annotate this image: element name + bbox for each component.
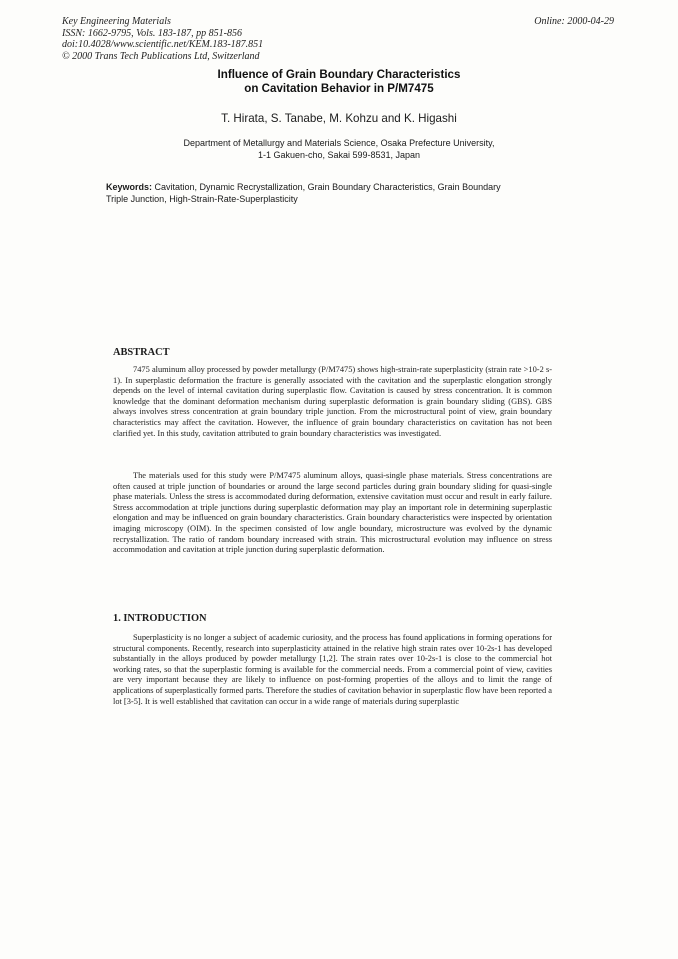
abstract-paragraph-2: The materials used for this study were P/M7475 aluminum alloys, quasi-single phase materials. Stress concentrations are often caused at triple junction of boundaries or around the large second particles during grain boundary sliding for quasi-single phase materials. Unless the stress is accommodated during deformation, extensive cavitation must occur and result in early failure. Stress accommodation at triple junctions during superplastic deformation may play an important role in determining superplastic elongation and may be influenced on grain boundary characteristics. Grain boundary characteristics were inspected by orientation imaging microscopy (OIM). In the specimen consisted of low angle boundary, microstructure was evolved by the dynamic recrystallization. The ratio of random boundary increased with strain. This microstructural evolution may influence on stress accommodation and cavitation at triple junction during superplastic deformation. — [113, 471, 552, 555]
paper-title — [0, 68, 678, 96]
abstract-heading: ABSTRACT — [113, 347, 170, 358]
copyright-line: © 2000 Trans Tech Publications Ltd, Switzerland — [62, 50, 260, 62]
journal-name: Key Engineering Materials — [62, 16, 171, 27]
keywords-text: Cavitation, Dynamic Recrystallization, Grain Boundary Characteristics, Grain Boundary Triple Junction, High-Strain-Rate-Superplasticity — [106, 182, 501, 204]
affiliation-line-2: 1-1 Gakuen-cho, Sakai 599-8531, Japan — [257, 149, 421, 160]
authors: T. Hirata, S. Tanabe, M. Kohzu and K. Higashi — [221, 112, 457, 125]
doi-line: doi:10.4028/www.scientific.net/KEM.183-187.851 — [62, 39, 264, 50]
introduction-heading: 1. INTRODUCTION — [113, 613, 207, 624]
introduction-paragraph-1: Superplasticity is no longer a subject of academic curiosity, and the process has found applications in forming operations for structural components. Recently, research into superplasticity attained in the relative high strain rates over 10-2s-1 has developed substantially in the alloys produced by powder metallurgy [1,2]. The strain rates over 10-2s-1 is close to the commercial hot working rates, so that the superplastic forming is available for the commercial needs. From a commercial point of view, cavities are very important because they are likely to influence on post-forming properties of the alloys and to limit the range of applications of superplastically formed parts. Therefore the studies of cavitation behavior in superplastic flow have been reported a lot [3-5]. It is well established that cavitation can occur in a wide range of materials during superplastic — [113, 633, 552, 706]
abstract-paragraph-1: 7475 aluminum alloy processed by powder metallurgy (P/M7475) shows high-strain-rate superplasticity (strain rate >10-2 s-1). In superplastic deformation the fracture is generally associated with the cavitation and the superplastic elongation strongly depends on the level of internal cavitation during superplastic flow. Cavitation is caused by stress concentration. It is common knowledge that the dominant deformation mechanism during superplastic deformation is grain boundary sliding (GBS). GBS always involves stress concentration at grain boundary triple junction. From the microstructural point of view, grain boundary characteristics may affect the cavitation. However, the influence of grain boundary characteristics on cavitation has not been clarified yet. In this study, cavitation attributed to grain boundary characteristics was investigated. — [113, 365, 552, 438]
affiliation-line-1: Department of Metallurgy and Materials Science, Osaka Prefecture University, — [183, 138, 495, 148]
affiliation — [0, 138, 678, 161]
journal-header — [62, 16, 614, 62]
title-line-1: Influence of Grain Boundary Characteristics — [217, 68, 461, 81]
keywords — [106, 181, 508, 205]
online-date: Online: 2000-04-29 — [534, 16, 614, 27]
title-line-2: on Cavitation Behavior in P/M7475 — [244, 82, 434, 95]
issn-line: ISSN: 1662-9795, Vols. 183-187, pp 851-856 — [62, 27, 242, 39]
keywords-label: Keywords: — [106, 182, 153, 192]
